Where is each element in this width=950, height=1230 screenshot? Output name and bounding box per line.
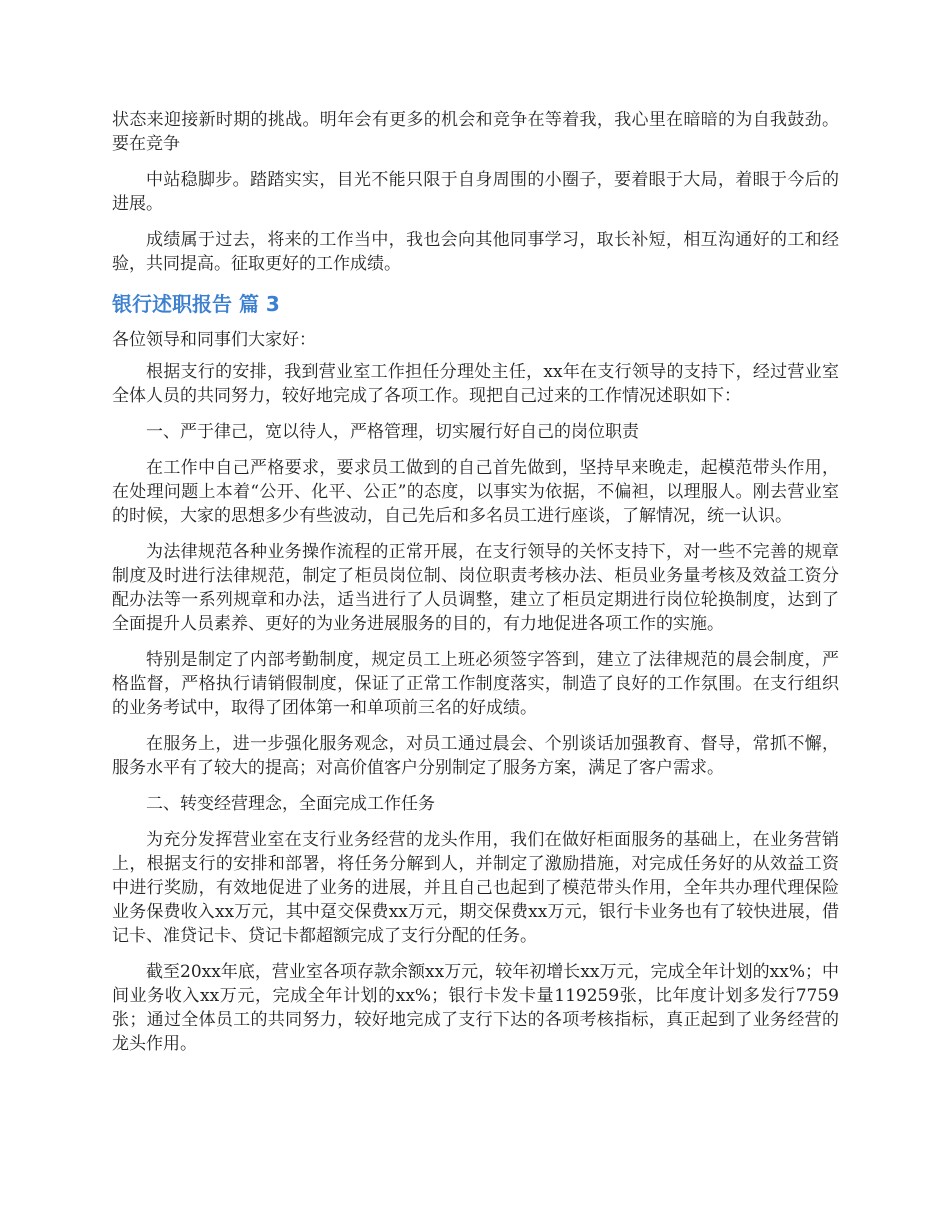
paragraph: 截至20xx年底，营业室各项存款余额xx万元，较年初增长xx万元，完成全年计划的xx%；中间业务收入xx万元，完成全年计划的xx%；银行卡发卡量119259张，比年度计划多发行7759张；通过全体员工的共同努力，较好地完成了支行下达的各项考核指标，真正起到了业务经营的龙头作用。: [112, 962, 839, 1054]
paragraph: 在服务上，进一步强化服务观念，对员工通过晨会、个别谈话加强教育、督导，常抓不懈，服务水平有了较大的提高；对高价值客户分别制定了服务方案，满足了客户需求。: [112, 734, 839, 778]
paragraph: 成绩属于过去，将来的工作当中，我也会向其他同事学习，取长补短，相互沟通好的工和经验，共同提高。征取更好的工作成绩。: [112, 230, 839, 274]
paragraph: 在工作中自己严格要求，要求员工做到的自己首先做到，坚持早来晚走，起模范带头作用，在处理问题上本着“公开、化平、公正”的态度，以事实为依据，不偏袒，以理服人。刚去营业室的时候，大家的思想多少有些波动，自己先后和多名员工进行座谈，了解情况，统一认识。: [112, 458, 839, 526]
paragraph: 为充分发挥营业室在支行业务经营的龙头作用，我们在做好柜面服务的基础上，在业务营销上，根据支行的安排和部署，将任务分解到人，并制定了激励措施，对完成任务好的从效益工资中进行奖励，有效地促进了业务的进展，并且自己也起到了模范带头作用，全年共办理代理保险业务保费收入xx万元，其中趸交保费xx万元，期交保费xx万元，银行卡业务也有了较快进展，借记卡、准贷记卡、贷记卡都超额完成了支行分配的任务。: [112, 830, 839, 946]
paragraph: 特别是制定了内部考勤制度，规定员工上班必须签字答到，建立了法律规范的晨会制度，严格监督，严格执行请销假制度，保证了正常工作制度落实，制造了良好的工作氛围。在支行组织的业务考试中，取得了团体第一和单项前三名的好成绩。: [112, 650, 839, 718]
paragraph: 中站稳脚步。踏踏实实，目光不能只限于自身周围的小圈子，要着眼于大局，着眼于今后的进展。: [112, 170, 839, 214]
document-page: [112, 108, 839, 1068]
paragraph: 为法律规范各种业务操作流程的正常开展，在支行领导的关怀支持下，对一些不完善的规章制度及时进行法律规范，制定了柜员岗位制、岗位职责考核办法、柜员业务量考核及效益工资分配办法等一系列规章和办法，适当进行了人员调整，建立了柜员定期进行岗位轮换制度，达到了全面提升人员素养、更好的为业务进展服务的目的，有力地促进各项工作的实施。: [112, 542, 839, 634]
paragraph: 根据支行的安排，我到营业室工作担任分理处主任，xx年在支行领导的支持下，经过营业室全体人员的共同努力，较好地完成了各项工作。现把自己过来的工作情况述职如下：: [112, 362, 839, 406]
subheading-two: 二、转变经营理念，全面完成工作任务: [146, 794, 435, 814]
subheading-one: 一、严于律己，宽以待人，严格管理，切实履行好自己的岗位职责: [146, 422, 639, 442]
section-heading: 银行述职报告 篇 3: [112, 292, 280, 316]
greeting: 各位领导和同事们大家好：: [112, 330, 316, 350]
paragraph: 状态来迎接新时期的挑战。明年会有更多的机会和竞争在等着我，我心里在暗暗的为自我鼓劲。要在竞争: [112, 110, 839, 154]
